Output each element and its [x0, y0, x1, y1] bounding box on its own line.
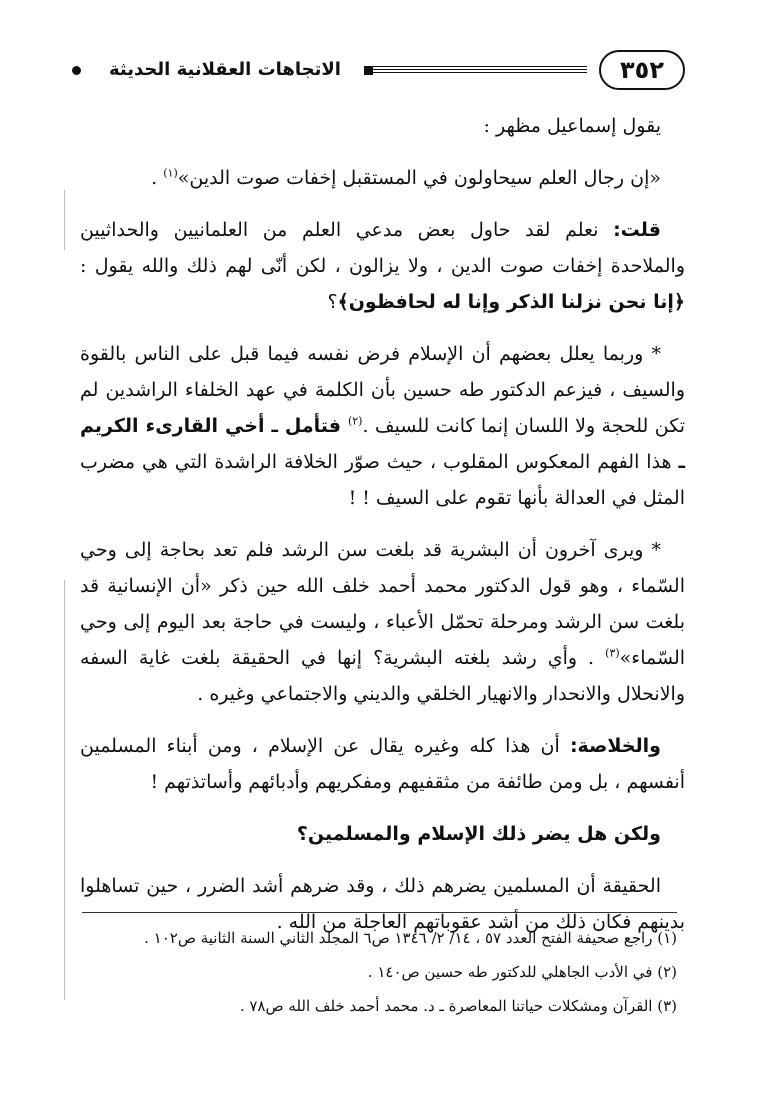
- paragraph-question: ولكن هل يضر ذلك الإسلام والمسلمين؟: [296, 823, 661, 845]
- main-text: [80, 108, 685, 956]
- footnote-ref-3: (٣): [605, 646, 620, 660]
- paragraph-intro: يقول إسماعيل مظهر :: [483, 115, 661, 137]
- header-square-ornament: [364, 66, 373, 75]
- paragraph-sword-claim: * وربما يعلل بعضهم أن الإسلام فرض نفسه فيما قبل على الناس بالقوة والسيف ، فيزعم الدكتور طه حسين بأن الكلمة في عهد الخلفاء الراشدين لم تكن للحجة ولا اللسان إنما كانت للسيف .$^{(٢)}$ فتأمل ـ أخي القارىء الكريم ـ هذا الفهم المعكوس المقلوب ، حيث صوّر الخلافة الراشدة التي هي مضرب المثل في العدالة بأنها تقوم على السيف ! !: [80, 343, 685, 509]
- label-conclusion: والخلاصة:: [569, 735, 661, 757]
- footnotes: [82, 912, 677, 1023]
- page-header: [70, 50, 685, 96]
- running-title: الاتجاهات العقلانية الحديثة: [109, 59, 341, 80]
- paragraph-conclusion: والخلاصة: أن هذا كله وغيره يقال عن الإسلام ، ومن أبناء المسلمين أنفسهم ، بل ومن طائفة من مثقفيهم ومفكريهم وأدبائهم وأساتذتهم !: [80, 735, 685, 793]
- footnote-ref-1: (١): [163, 166, 178, 180]
- scan-margin-mark: [64, 580, 65, 1000]
- footnote-3: (٣) القرآن ومشكلات حياتنا المعاصرة ـ د. محمد أحمد خلف الله ص٧٨ .: [239, 997, 677, 1015]
- paragraph-quote: «إن رجال العلم سيحاولون في المستقبل إخفات صوت الدين»$^{(١)}$ .: [151, 166, 661, 189]
- header-dot-ornament: [72, 66, 81, 75]
- paragraph-answer: الحقيقة أن المسلمين يضرهم ذلك ، وقد ضرهم أشد الضرر ، حين تساهلوا بدينهم فكان ذلك من أشد عقوباتهم العاجلة من الله .: [80, 875, 685, 933]
- header-rule: [373, 65, 587, 75]
- label-qultu: قلت:: [613, 219, 661, 241]
- paragraph-qultu: قلت: نعلم لقد حاول بعض مدعي العلم من العلمانيين والحداثيين والملاحدة إخفات صوت الدين ، ولا يزالون ، لكن أنّى لهم ذلك والله يقول : ﴿إنا نحن نزلنا الذكر وإنا له لحافظون﴾؟: [80, 219, 685, 313]
- quran-verse: ﴿إنا نحن نزلنا الذكر وإنا له لحافظون﴾: [337, 291, 685, 313]
- footnote-ref-2: (٢): [347, 414, 363, 428]
- scan-margin-mark: [64, 190, 65, 250]
- footnote-2: (٢) في الأدب الجاهلي للدكتور طه حسين ص١٤٠ .: [367, 963, 677, 981]
- page-number: ٣٥٢: [599, 50, 685, 90]
- footnote-1: (١) راجع صحيفة الفتح العدد ٥٧ ، ١٤/ ٢/ ١٣٤٦ ص٦ المجلد الثاني السنة الثانية ص١٠٢ .: [144, 929, 677, 947]
- paragraph-maturity-claim: * ويرى آخرون أن البشرية قد بلغت سن الرشد فلم تعد بحاجة إلى وحي السّماء ، وهو قول الدكتور محمد أحمد خلف الله حين ذكر «أن الإنسانية قد بلغت سن الرشد ومرحلة تحمّل الأعباء ، وليست في حاجة بعد اليوم إلى وحي السّماء»$^{(٣)}$ . وأي رشد بلغته البشرية؟ إنها في الحقيقة بلغت غاية السفه والانحلال والانحدار والانهيار الخلقي والديني والاجتماعي وغيره .: [80, 539, 686, 705]
